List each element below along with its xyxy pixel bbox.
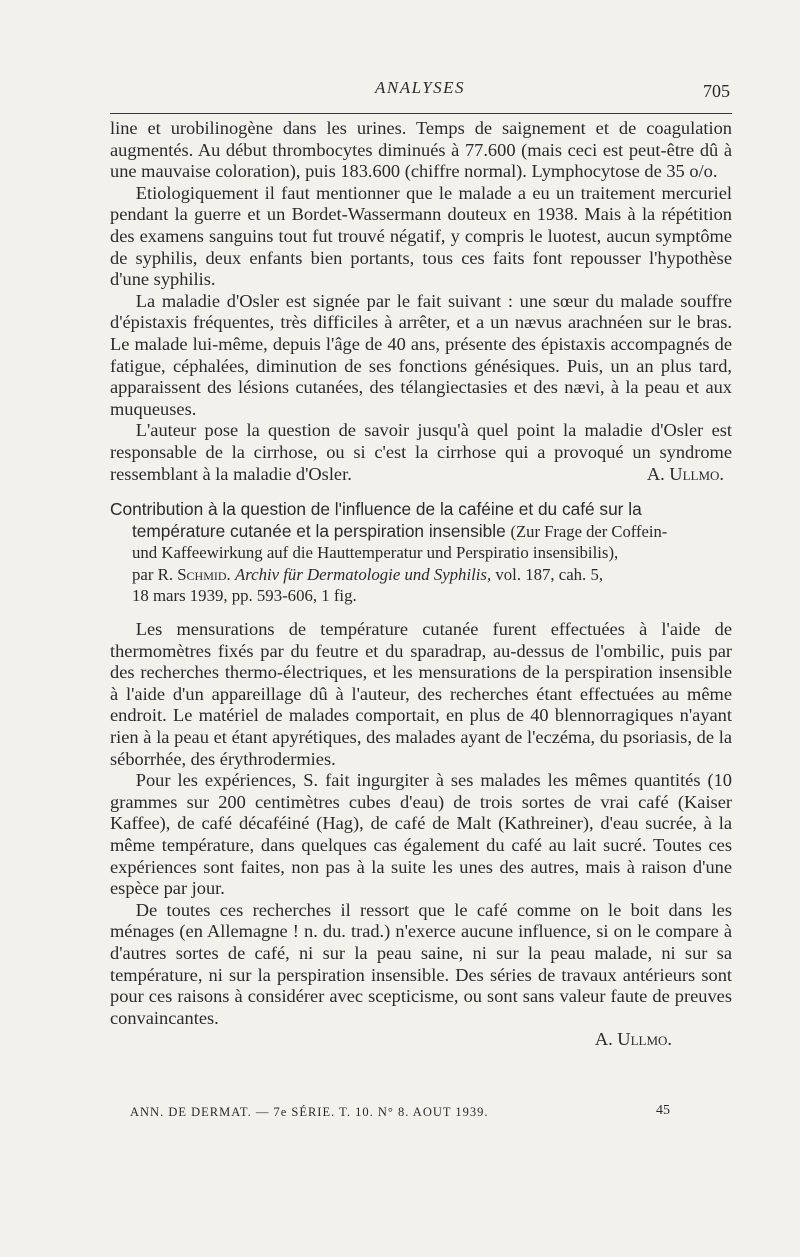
page-number: 705: [703, 81, 730, 101]
spacer: [110, 607, 732, 619]
article1-paragraph-1: line et urobilinogène dans les urines. Temps de saignement et de coagulation augmentés. Au début thrombocytes diminués à 77.600 (mais ceci est peut-être dû à une mauvaise coloration), puis 183.600 (chiffre normal). Lymphocytose de 35 o/o.: [110, 118, 732, 182]
article1-paragraph-4: [110, 420, 732, 485]
article1-paragraph-4-text: L'auteur pose la question de savoir jusqu'à quel point la maladie d'Osler est responsable de la cirrhose, ou si c'est la cirrhose qui a provoqué un syndrome ressemblant à la maladie d'Osler.: [110, 420, 732, 484]
page-body: [110, 118, 732, 1051]
article2-ref-line5: 18 mars 1939, pp. 593-606, 1 fig.: [132, 586, 357, 606]
article2-ref-line3: und Kaffeewirkung auf die Hauttemperatur und Perspiratio insensibilis),: [132, 543, 619, 563]
article2-paragraph-3: De toutes ces recherches il ressort que le café comme on le boit dans les ménages (en Allemagne ! n. du. trad.) n'exerce aucune influence, si on le compare à d'autres sortes de café, ni sur la peau saine, ni sur la peau malade, ni sur sa température, ni sur la perspiration insensible. Des séries de travaux antérieurs sont pour ces raisons à considérer avec scepticisme, ou sont sans valeur faute de preuves convaincantes.: [110, 899, 732, 1028]
article2-author: R. Schmid.: [157, 564, 231, 584]
article2-signature: A. Ullmo.: [594, 1029, 672, 1050]
article2-heading: [110, 499, 732, 607]
article2-ref-par: par: [132, 564, 154, 584]
article2-ref-inline: (Zur Frage der Coffein-: [510, 521, 668, 541]
article1-signature: A. Ullmo.: [646, 463, 724, 484]
article1-paragraph-2: Etiologiquement il faut mentionner que le malade a eu un traitement mercuriel pendant la guerre et un Bordet-Wassermann douteux en 1938. Mais à la répétition des examens sanguins tout fut trouvé négatif, y compris le luotest, aucun symptôme de syphilis, deux enfants bien portants, tous ces faits font repousser l'hypothèse d'une syphilis.: [110, 182, 732, 290]
article2-title-cont: [110, 521, 732, 543]
footer-sheet-number: 45: [656, 1103, 670, 1118]
page-header: [110, 78, 730, 108]
article2-ref-vol: vol. 187, cah. 5,: [495, 564, 604, 584]
header-rule: [110, 113, 732, 114]
article2-paragraph-2: Pour les expériences, S. fait ingurgiter à ses malades les mêmes quantités (10 grammes sur 200 centimètres cubes d'eau) de trois sortes de vrai café (Kaiser Kaffee), de café décaféiné (Hag), de café de Malt (Kathreiner), d'eau sucrée, à la même température, dans quelques cas également du café au lait sucré. Toutes ces expériences sont faites, non pas à la suite les unes des autres, mais à raison d'une espèce par jour.: [110, 770, 732, 899]
footer-journal-line: ANN. DE DERMAT. — 7e SÉRIE. T. 10. N° 8. AOUT 1939.: [130, 1105, 489, 1119]
article1-paragraph-3: La maladie d'Osler est signée par le fait suivant : une sœur du malade souffre d'épistaxis fréquentes, très difficiles à arrêter, et a un nævus arachnéen sur le bras. Le malade lui-même, depuis l'âge de 40 ans, présente des épistaxis accompagnés de fatigue, céphalées, diminution de ses fonctions génésiques. Puis, un an plus tard, apparaissent des lésions cutanées, des télangiectasies et des nævi, à la peau et aux muqueuses.: [110, 290, 732, 419]
article2-paragraph-1: Les mensurations de température cutanée furent effectuées à l'aide de thermomètres fixés par du feutre et du sparadrap, au-dessus de l'ombilic, puis par des recherches thermo-électriques, et les mensurations de la perspiration insensible à l'aide d'un appareillage dû à l'auteur, des recherches étant effectuées au même endroit. Le matériel de malades comportait, en plus de 40 blennorragiques n'ayant rien à la peau et étant apyrétiques, des malades ayant de l'eczéma, du psoriasis, de la séborrhée, des érythrodermies.: [110, 619, 732, 769]
article2-title-line1: Contribution à la question de l'influence de la caféine et du café sur la: [110, 499, 642, 520]
running-head: ANALYSES: [374, 78, 466, 97]
page-footer: [130, 1105, 670, 1120]
article2-ref-line4: [110, 564, 732, 586]
article2-journal: Archiv für Dermatologie und Syphilis,: [234, 564, 492, 584]
article2-title-line2: température cutanée et la perspiration insensible: [132, 520, 506, 541]
